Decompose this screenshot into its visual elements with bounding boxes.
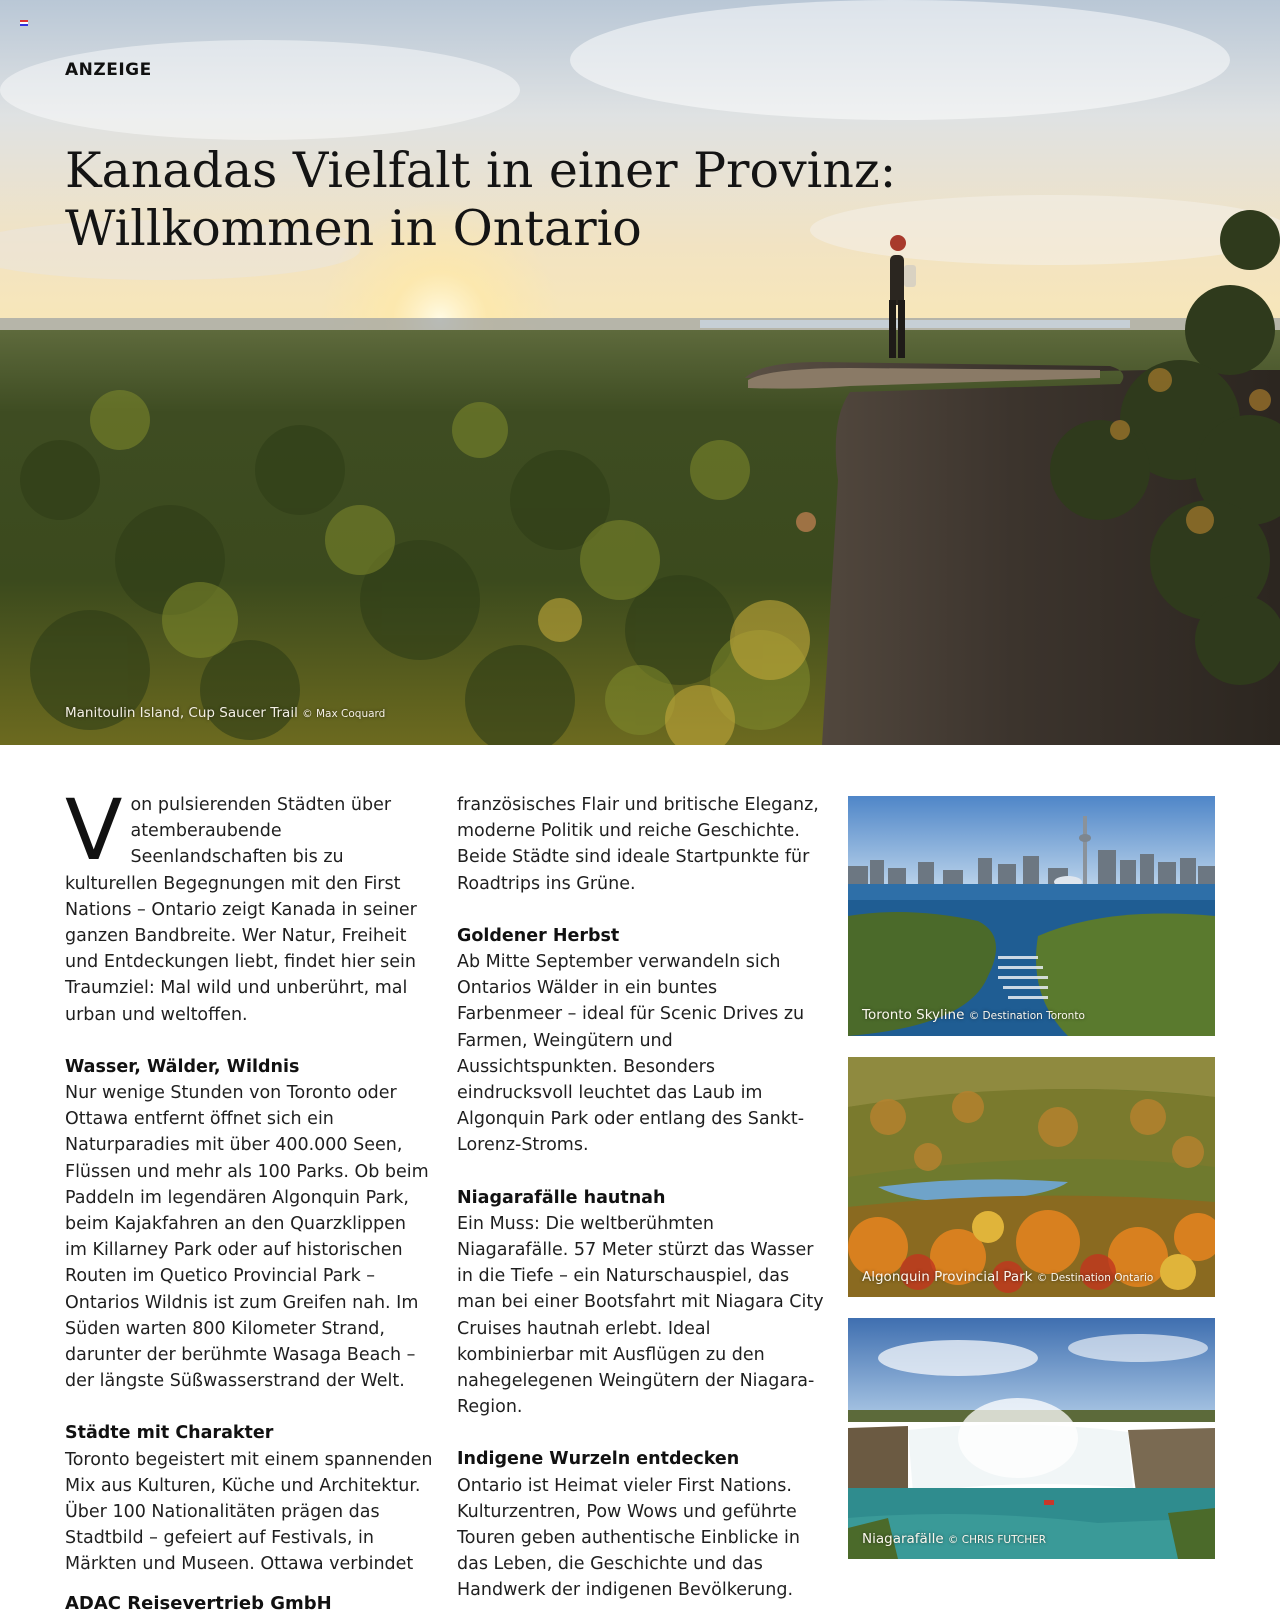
toronto-skyline-illustration bbox=[848, 796, 1215, 1036]
article-column-1 bbox=[65, 781, 433, 1604]
section-heading: Indigene Wurzeln entdecken bbox=[457, 1449, 740, 1470]
photo-toronto bbox=[848, 796, 1215, 1036]
photo-niagara bbox=[848, 1318, 1215, 1559]
hero-caption bbox=[65, 705, 385, 721]
hero-landscape-illustration bbox=[0, 0, 1280, 745]
section-heading: Niagarafälle hautnah bbox=[457, 1187, 666, 1208]
section-heading: Wasser, Wälder, Wildnis bbox=[65, 1056, 300, 1077]
photo-credit: © Destination Ontario bbox=[1036, 1272, 1154, 1284]
photo-caption bbox=[862, 1269, 1153, 1285]
niagara-falls-illustration bbox=[848, 1318, 1215, 1559]
photo-algonquin bbox=[848, 1057, 1215, 1297]
section-text-continued: französisches Flair und britische Eleganz, moderne Politik und reiche Geschichte. Beide Städte sind ideale Startpunkte für Roadtrips ins Grüne. bbox=[457, 795, 819, 894]
section-niagara bbox=[457, 1185, 825, 1421]
drop-cap: V bbox=[65, 781, 123, 879]
flag-icon bbox=[20, 20, 28, 26]
page-title bbox=[65, 142, 965, 258]
company-name: ADAC Reisevertrieb GmbH bbox=[65, 1593, 332, 1613]
photo-caption-text: Niagarafälle bbox=[862, 1531, 944, 1547]
hero-caption-text: Manitoulin Island, Cup Saucer Trail bbox=[65, 705, 298, 721]
photo-caption bbox=[862, 1007, 1085, 1023]
section-text: Nur wenige Stunden von Toronto oder Ottawa entfernt öffnet sich ein Naturparadies mit über 400.000 Seen, Flüssen und mehr als 100 Parks. Ob beim Paddeln im legendären Algonquin Park, beim Kajakfahren an den Quarzklippen im Killarney Park oder auf historischen Routen im Quetico Provincial Park – Ontarios Wildnis ist zum Greifen nah. Im Süden warten 800 Kilometer Strand, darunter der berühmte Wasaga Beach – der längste Süßwasserstrand der Welt. bbox=[65, 1083, 429, 1392]
title-line-1: Kanadas Vielfalt in einer Provinz: bbox=[65, 142, 897, 199]
section-herbst bbox=[457, 923, 825, 1159]
section-text: Ein Muss: Die weltberühmten Niagarafälle. 57 Meter stürzt das Wasser in die Tiefe – ein Naturschauspiel, das man bei einer Bootsfahrt mit Niagara City Cruises hautnah erlebt. Ideal kombinierbar mit Ausflügen zu den nahegelegenen Weingütern der Niagara-Region. bbox=[457, 1213, 824, 1418]
section-indigene bbox=[457, 1446, 825, 1603]
section-wasser bbox=[65, 1054, 433, 1395]
section-text: Toronto begeistert mit einem spannenden Mix aus Kulturen, Küche und Architektur. Über 100 Nationalitäten prägen das Stadtbild – gefeiert auf Festivals, in Märkten und Museen. Ottawa verbindet bbox=[65, 1449, 433, 1575]
photo-caption-text: Algonquin Provincial Park bbox=[862, 1269, 1033, 1285]
photo-credit: © CHRIS FUTCHER bbox=[947, 1534, 1047, 1546]
intro-text: on pulsierenden Städten über atemberaubende Seenlandschaften bis zu kulturellen Begegnungen mit den First Nations – Ontario zeigt Kanada in seiner ganzen Bandbreite. Wer Natur, Freiheit und Entdeckungen liebt, findet hier sein Traumziel: Mal wild und unberührt, mal urban und weltoffen. bbox=[65, 795, 417, 1025]
hero-photo-credit: © Max Coquard bbox=[302, 708, 386, 720]
section-staedte bbox=[65, 1420, 433, 1577]
section-heading: Städte mit Charakter bbox=[65, 1423, 274, 1444]
article-column-2 bbox=[457, 792, 825, 1613]
section-heading: Goldener Herbst bbox=[457, 925, 620, 946]
photo-caption bbox=[862, 1531, 1046, 1547]
section-text: Ontario ist Heimat vieler First Nations. Kulturzentren, Pow Wows und geführte Touren geben authentische Einblicke in das Leben, die Geschichte und das Handwerk der indigenen Bevölkerung. bbox=[457, 1475, 800, 1601]
photo-credit: © Destination Toronto bbox=[968, 1010, 1085, 1022]
algonquin-park-illustration bbox=[848, 1057, 1215, 1297]
section-text: Ab Mitte September verwandeln sich Ontarios Wälder in ein buntes Farbenmeer – ideal für Scenic Drives zu Farmen, Weingütern und Aussichtspunkten. Besonders eindrucksvoll leuchtet das Laub im Algonquin Park oder entlang des Sankt-Lorenz-Stroms. bbox=[457, 952, 805, 1156]
hero-image bbox=[0, 0, 1280, 745]
advertisement-label: ANZEIGE bbox=[65, 60, 152, 80]
photo-caption-text: Toronto Skyline bbox=[862, 1007, 965, 1023]
title-line-2: Willkommen in Ontario bbox=[65, 200, 642, 257]
intro-paragraph bbox=[65, 781, 433, 1028]
